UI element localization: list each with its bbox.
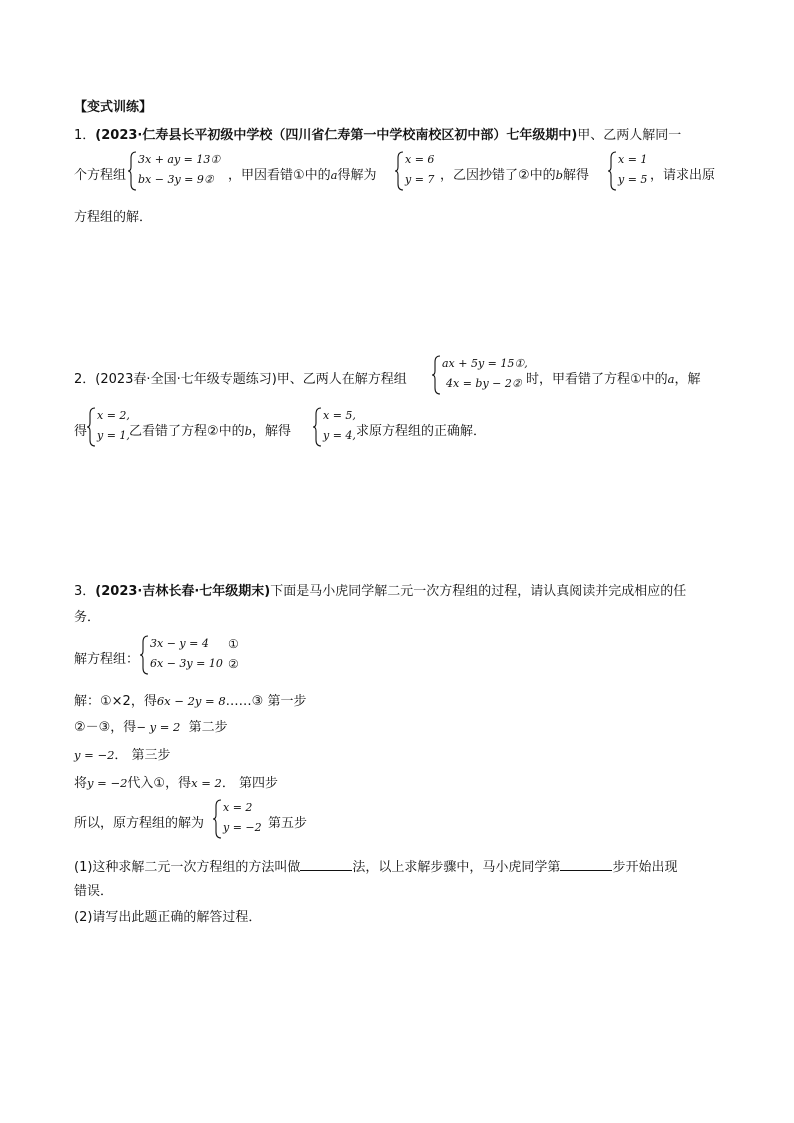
- solution-line: x = 6: [405, 153, 435, 166]
- problem-2-text-e: ，解得: [252, 424, 292, 439]
- step-4-equation: y = −2: [87, 776, 128, 790]
- question-1-line-2: 错误．: [74, 884, 114, 899]
- step-2-text: ②－③，得: [74, 720, 137, 735]
- problem-2-solution-b: [313, 407, 355, 447]
- problem-1-text-d: ，乙因抄错了②中的: [440, 168, 556, 183]
- step-5-solution: [213, 799, 263, 839]
- solve-label: 解方程组：: [74, 652, 140, 667]
- brace-icon: [140, 635, 150, 675]
- variable-b: b: [555, 168, 564, 182]
- problem-3-line-2: 务．: [74, 610, 101, 625]
- step-1-equation: 6x − 2y = 8: [156, 694, 226, 708]
- solution-line: y = 4,: [323, 429, 356, 442]
- answer-blank-1[interactable]: [300, 856, 352, 871]
- equation-mark-2: ②: [228, 657, 239, 671]
- system-equation-1: 3x + ay = 13①: [138, 153, 221, 166]
- solution-line: y = −2: [223, 821, 262, 834]
- question-2: (2)请写出此题正确的解答过程．: [74, 910, 262, 925]
- step-4-equation-2: x = 2: [191, 776, 222, 790]
- problem-2-line-1-start: [74, 368, 407, 387]
- problem-2-number: 2．: [74, 372, 96, 387]
- problem-2-line-2-end: 求原方程组的正确解．: [356, 424, 487, 439]
- equation-mark-1: ①: [228, 637, 239, 651]
- problem-2-text-a: 甲、乙两人在解方程组: [276, 372, 407, 387]
- problem-2-source: (2023春·全国·七年级专题练习): [95, 372, 277, 387]
- problem-1-line-3: 方程组的解．: [74, 210, 153, 225]
- system-equation-2: 6x − 3y = 10: [150, 657, 223, 670]
- problem-1-line-2-mid: [228, 164, 377, 183]
- problem-1-number: 1．: [74, 128, 96, 143]
- problem-3-line-1: [74, 580, 686, 599]
- question-1-text-c: 步开始出现: [612, 860, 678, 875]
- brace-icon: [608, 151, 618, 191]
- solution-line: y = 7: [405, 173, 435, 186]
- problem-1-text-e: 解得: [563, 168, 590, 183]
- problem-3-number: 3．: [74, 584, 96, 599]
- problem-1-line-2-start: 个方程组: [74, 168, 127, 183]
- step-3: [74, 744, 171, 763]
- solution-line: x = 2: [223, 801, 253, 814]
- system-equation-1: ax + 5y = 15①,: [442, 357, 528, 370]
- problem-2-text-c: ，解: [674, 372, 701, 387]
- variable-a: a: [330, 168, 338, 182]
- system-equation-2: bx − 3y = 9②: [138, 173, 214, 186]
- system-equation-1: 3x − y = 4: [150, 637, 209, 650]
- problem-1-solution-a: [395, 151, 440, 191]
- problem-1-system: [128, 151, 228, 191]
- problem-2-text-d: 乙看错了方程②中的: [129, 424, 245, 439]
- solution-line: x = 2,: [97, 409, 130, 422]
- problem-2-system: [432, 355, 527, 395]
- step-1-text: 解：①×2，得: [74, 694, 157, 709]
- solution-line: x = 1: [618, 153, 648, 166]
- solution-line: x = 5,: [323, 409, 356, 422]
- problem-1-text-c: 得解为: [337, 168, 377, 183]
- step-4-label: ． 第四步: [221, 776, 278, 791]
- question-1: [74, 856, 677, 875]
- problem-1-solution-b: [608, 151, 653, 191]
- brace-icon: [395, 151, 405, 191]
- brace-icon: [128, 151, 138, 191]
- step-2-label: 第二步: [188, 720, 228, 735]
- brace-icon: [87, 407, 97, 447]
- problem-3-text: 下面是马小虎同学解二元一次方程组的过程，请认真阅读并完成相应的任: [270, 584, 687, 599]
- problem-3-source: (2023·吉林长春·七年级期末): [95, 584, 271, 599]
- problem-1-text: 甲、乙两人解同一: [577, 128, 682, 143]
- problem-2-line-1-end: [526, 368, 701, 387]
- step-4: [74, 772, 278, 791]
- problem-2-line-2-start: 得: [74, 424, 88, 439]
- step-5-text: 所以，原方程组的解为: [74, 816, 205, 831]
- step-1: [74, 690, 306, 709]
- step-1-label: ……③ 第一步: [225, 694, 307, 709]
- solution-line: y = 1,: [97, 429, 130, 442]
- problem-1-line-1: [74, 124, 681, 143]
- step-4-text-a: 将: [74, 776, 88, 791]
- system-equation-2: 4x = by − 2②: [446, 377, 522, 390]
- problem-3-system: [140, 635, 250, 675]
- step-5-label: 第五步: [268, 816, 308, 831]
- step-3-equation: y = −2: [74, 748, 115, 762]
- solution-line: y = 5: [618, 173, 648, 186]
- problem-2-text-b: 时，甲看错了方程①中的: [526, 372, 668, 387]
- question-1-text-a: (1)这种求解二元一次方程组的方法叫做: [74, 860, 301, 875]
- step-4-text-b: 代入①，得: [127, 776, 192, 791]
- step-2: [74, 716, 228, 735]
- problem-2-line-2-mid: [129, 420, 291, 439]
- brace-icon: [213, 799, 223, 839]
- problem-1-text-b: ，甲因看错①中的: [228, 168, 331, 183]
- problem-2-solution-a: [87, 407, 129, 447]
- question-1-text-b: 法，以上求解步骤中，马小虎同学第: [352, 860, 561, 875]
- variable-b: b: [244, 424, 253, 438]
- variable-a: a: [667, 372, 675, 386]
- section-title: 【变式训练】: [74, 100, 153, 115]
- brace-icon: [432, 355, 442, 395]
- problem-1-line-2-end: ，请求出原: [650, 168, 716, 183]
- problem-1-line-2-mid2: [440, 164, 589, 183]
- step-2-equation: − y = 2: [136, 720, 181, 734]
- step-3-label: ． 第三步: [114, 748, 171, 763]
- problem-1-source: (2023·仁寿县长平初级中学校（四川省仁寿第一中学校南校区初中部）七年级期中): [95, 128, 578, 143]
- brace-icon: [313, 407, 323, 447]
- answer-blank-2[interactable]: [560, 856, 612, 871]
